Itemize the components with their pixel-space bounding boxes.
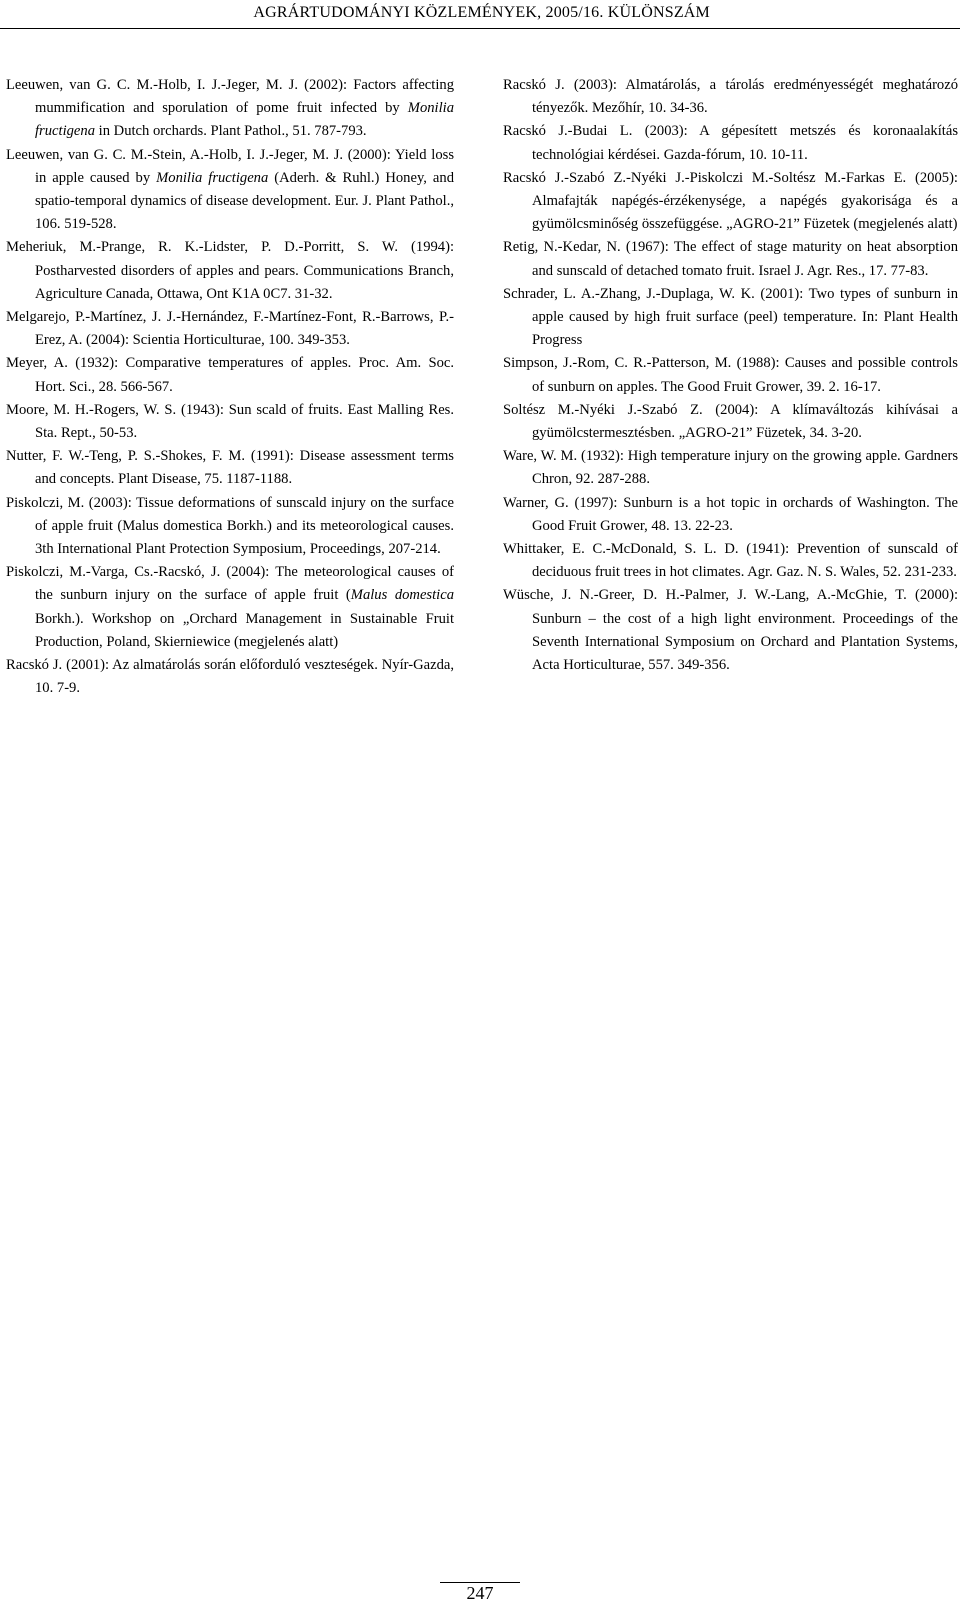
reference-item: Piskolczi, M.-Varga, Cs.-Racskó, J. (2004): The meteorological causes of the sunburn injury on the surface of apple fruit (Malus domestica Borkh.). Workshop on „Orchard Management in Sustainable Fruit Production, Poland, Skierniewice (megjelenés alatt) [6,564,454,650]
reference-item: Leeuwen, van G. C. M.-Stein, A.-Holb, I. J.-Jeger, M. J. (2000): Yield loss in apple caused by Monilia fructigena (Aderh. & Ruhl.) Honey, and spatio-temporal dynamics of disease development. Eur. J. Plant Pathol., 106. 519-528. [6,146,454,233]
header-rule [0,28,960,29]
reference-item: Ware, W. M. (1932): High temperature injury on the growing apple. Gardners Chron, 92. 287-288. [503,448,958,488]
reference-item: Schrader, L. A.-Zhang, J.-Duplaga, W. K. (2001): Two types of sunburn in apple caused by high fruit surface (peel) temperature. In: Plant Health Progress [503,285,958,349]
reference-item: Racskó J.-Budai L. (2003): A gépesített metszés és koronaalakítás technológiai kérdései. Gazda-fórum, 10. 10-11. [503,123,958,163]
reference-column-right [503,74,958,677]
page-number: 247 [466,1583,494,1603]
reference-item: Moore, M. H.-Rogers, W. S. (1943): Sun scald of fruits. East Malling Res. Sta. Rept., 50-53. [6,401,454,442]
reference-item: Warner, G. (1997): Sunburn is a hot topic in orchards of Washington. The Good Fruit Grower, 48. 13. 22-23. [503,494,958,534]
reference-item: Racskó J.-Szabó Z.-Nyéki J.-Piskolczi M.-Soltész M.-Farkas E. (2005): Almafajták napégés-érzékenysége, a napégés gyakorisága és a gyümölcsminőség összefüggése. „AGRO-21” Füzetek (megjelenés alatt) [503,169,958,233]
reference-item: Racskó J. (2001): Az almatárolás során előforduló veszteségek. Nyír-Gazda, 10. 7-9. [6,657,454,697]
reference-item: Piskolczi, M. (2003): Tissue deformations of sunscald injury on the surface of apple fruit (Malus domestica Borkh.) and its meteorological causes. 3th International Plant Protection Symposium, Proceedings, 207-214. [6,494,454,558]
running-header [0,0,960,34]
reference-item: Wüsche, J. N.-Greer, D. H.-Palmer, J. W.-Lang, A.-McGhie, T. (2000): Sunburn – the cost of a high light environment. Proceedings of the Seventh International Symposium on Orchard and Plantation Systems, Acta Horticulturae, 557. 349-356. [503,587,958,674]
reference-item: Racskó J. (2003): Almatárolás, a tárolás eredményességét meghatározó tényezők. Mezőhír, 10. 34-36. [503,77,958,117]
reference-item: Meyer, A. (1932): Comparative temperatures of apples. Proc. Am. Soc. Hort. Sci., 28. 566-567. [6,355,454,395]
reference-item: Retig, N.-Kedar, N. (1967): The effect of stage maturity on heat absorption and sunscald of detached tomato fruit. Israel J. Agr. Res., 17. 77-83. [503,239,958,279]
reference-column-left [6,74,454,700]
reference-item: Soltész M.-Nyéki J.-Szabó Z. (2004): A klímaváltozás kihívásai a gyümölcstermesztésben. „AGRO-21” Füzetek, 34. 3-20. [503,401,958,442]
reference-item: Melgarejo, P.-Martínez, J. J.-Hernández, F.-Martínez-Font, R.-Barrows, P.-Erez, A. (2004): Scientia Horticulturae, 100. 349-353. [6,309,454,349]
reference-item: Whittaker, E. C.-McDonald, S. L. D. (1941): Prevention of sunscald of deciduous fruit trees in hot climates. Agr. Gaz. N. S. Wales, 52. 231-233. [503,541,958,581]
reference-item: Simpson, J.-Rom, C. R.-Patterson, M. (1988): Causes and possible controls of sunburn on apples. The Good Fruit Grower, 39. 2. 16-17. [503,355,958,395]
reference-item: Leeuwen, van G. C. M.-Holb, I. J.-Jeger, M. J. (2002): Factors affecting mummification and sporulation of pome fruit infected by Monilia fructigena in Dutch orchards. Plant Pathol., 51. 787-793. [6,77,454,140]
reference-item: Meheriuk, M.-Prange, R. K.-Lidster, P. D.-Porritt, S. W. (1994): Postharvested disorders of apples and pears. Communications Branch, Agriculture Canada, Ottawa, Ont K1A 0C7. 31-32. [6,239,454,302]
journal-title: AGRÁRTUDOMÁNYI KÖZLEMÉNYEK, 2005/16. KÜLÖNSZÁM [253,4,710,21]
reference-item: Nutter, F. W.-Teng, P. S.-Shokes, F. M. (1991): Disease assessment terms and concepts. Plant Disease, 75. 1187-1188. [6,448,454,488]
